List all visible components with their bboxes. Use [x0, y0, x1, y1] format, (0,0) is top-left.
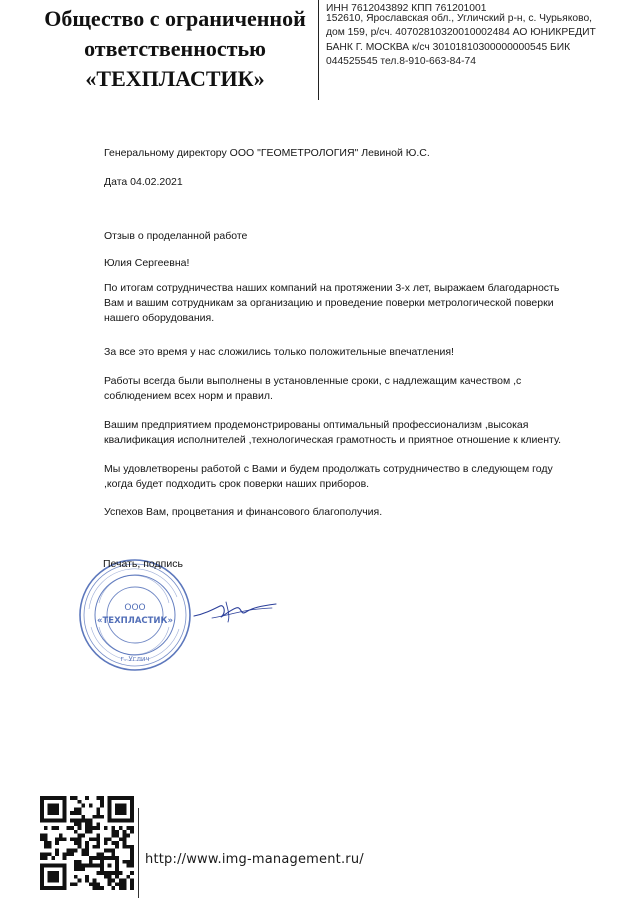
- paragraph-line: Мы удовлетворены работой с Вами и будем продолжать сотрудничество в следующем году: [104, 463, 553, 475]
- footer-divider: [138, 808, 139, 898]
- addressee: Генеральному директору ООО "ГЕОМЕТРОЛОГИЯ" Левиной Ю.С.: [104, 147, 430, 159]
- paragraph-line: Вам и вашим сотрудникам за организацию и проведение поверки метрологической поверки: [104, 297, 554, 309]
- letter-date: Дата 04.02.2021: [104, 176, 183, 188]
- paragraph-2: [104, 345, 604, 360]
- paragraph-line: Вашим предприятием продемонстрированы оптимальный профессионализм ,высокая: [104, 419, 529, 431]
- paragraph-line: ,когда будет подходить срок поверки наших приборов.: [104, 478, 370, 490]
- paragraph-6: [104, 505, 604, 520]
- paragraph-line: Успехов Вам, процветания и финансового благополучия.: [104, 506, 383, 518]
- paragraph-line: соблюдением всех норм и правил.: [104, 390, 273, 402]
- handwritten-signature: [190, 592, 280, 628]
- qr-code: [40, 796, 134, 890]
- company-seal: [77, 557, 193, 673]
- company-name-block: [40, 4, 310, 94]
- requisites-line-inn: ИНН 7612043892 КПП 761201001: [326, 3, 487, 12]
- paragraph-5: [104, 462, 604, 492]
- seal-city: г. Углич: [120, 655, 150, 663]
- company-name-line2: ответственностью: [84, 36, 266, 61]
- company-requisites: [326, 3, 638, 69]
- company-name-line1: Общество с ограниченной: [44, 6, 306, 31]
- paragraph-line: За все это время у нас сложились только положительные впечатления!: [104, 346, 454, 358]
- paragraph-line: По итогам сотрудничества наших компаний на протяжении 3-х лет, выражаем благодарность: [104, 282, 560, 294]
- letter-subject: Отзыв о проделанной работе: [104, 230, 248, 242]
- company-name-line3: «ТЕХПЛАСТИК»: [85, 66, 265, 91]
- website-link[interactable]: http://www.img-management.ru/: [145, 852, 364, 867]
- requisites-line-account: дом 159, р/сч. 40702810320010002484 АО ЮНИКРЕДИТ: [326, 27, 596, 39]
- paragraph-line: квалификация исполнителей ,технологическая грамотность и приятное отношение к клиенту.: [104, 434, 562, 446]
- seal-signature-label: Печать, подпись: [103, 558, 183, 570]
- requisites-line-bank: БАНК Г. МОСКВА к/сч 30101810300000000545 БИК: [326, 41, 571, 53]
- requisites-line-address: 152610, Ярославская обл., Угличский р-н, с. Чурьяково,: [326, 13, 593, 24]
- header-divider: [318, 0, 319, 100]
- paragraph-4: [104, 418, 604, 448]
- paragraph-3: [104, 374, 604, 404]
- seal-org: ООО: [124, 603, 146, 613]
- paragraph-line: нашего оборудования.: [104, 312, 215, 324]
- paragraph-line: Работы всегда были выполнены в установленные сроки, с надлежащим качеством ,с: [104, 375, 522, 387]
- requisites-line-phone: 044525545 тел.8-910-663-84-74: [326, 55, 476, 67]
- seal-name: «ТЕХПЛАСТИК»: [97, 616, 173, 626]
- greeting: Юлия Сергеевна!: [104, 257, 190, 269]
- paragraph-1: [104, 281, 604, 326]
